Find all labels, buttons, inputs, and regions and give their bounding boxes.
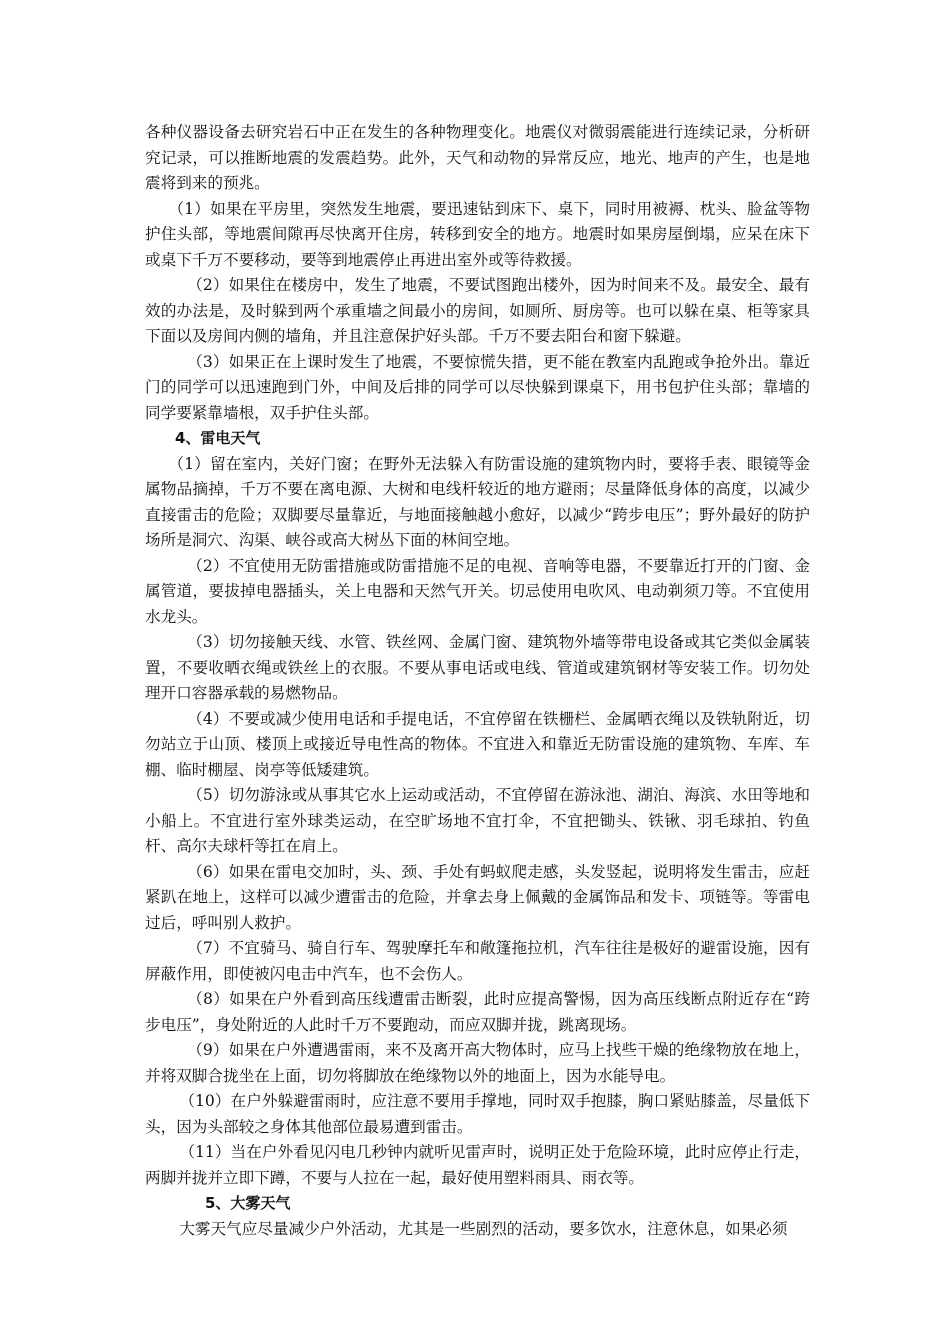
paragraph-thunder-2: （2）不宜使用无防雷措施或防雷措施不足的电视、音响等电器，不要靠近打开的门窗、金属管道，要拔掉电器插头，关上电器和天然气开关。切忌使用电吹风、电动剃须刀等。不宜使用水龙头。	[145, 556, 810, 626]
paragraph-thunder-7: （7）不宜骑马、骑自行车、驾驶摩托车和敞篷拖拉机，汽车往往是极好的避雷设施，因有屏蔽作用，即使被闪电击中汽车，也不会伤人。	[145, 939, 810, 983]
paragraph-earthquake-classroom: （3）如果正在上课时发生了地震，不要惊慌失措，更不能在教室内乱跑或争抢外出。靠近门的同学可以迅速跑到门外，中间及后排的同学可以尽快躲到课桌下，用书包护住头部；靠墙的同学要紧靠墙根，双手护住头部。	[145, 352, 810, 422]
paragraph-fog-1: 大雾天气应尽量减少户外活动，尤其是一些剧烈的活动，要多饮水，注意休息，如果必须	[179, 1219, 788, 1238]
paragraph-thunder-4: （4）不要或减少使用电话和手提电话，不宜停留在铁栅栏、金属晒衣绳以及铁轨附近，切勿站立于山顶、楼顶上或接近导电性高的物体。不宜进入和靠近无防雷设施的建筑物、车库、车棚、临时棚屋、岗亭等低矮建筑。	[145, 709, 810, 779]
paragraph-earthquake-building: （2）如果住在楼房中，发生了地震，不要试图跑出楼外，因为时间来不及。最安全、最有效的办法是，及时躲到两个承重墙之间最小的房间，如厕所、厨房等。也可以躲在桌、柜等家具下面以及房间内侧的墙角，并且注意保护好头部。千万不要去阳台和窗下躲避。	[145, 276, 810, 345]
paragraph-thunder-10: （10）在户外躲避雷雨时，应注意不要用手撑地，同时双手抱膝，胸口紧贴膝盖，尽量低下头，因为头部较之身体其他部位最易遭到雷击。	[145, 1092, 810, 1136]
paragraph-earthquake-precursors: 各种仪器设备去研究岩石中正在发生的各种物理变化。地震仪对微弱震能进行连续记录，分析研究记录，可以推断地震的发震趋势。此外，天气和动物的异常反应，地光、地声的产生，也是地震将到来的预兆。	[145, 123, 810, 192]
document-body	[145, 120, 810, 1242]
paragraph-thunder-11: （11）当在户外看见闪电几秒钟内就听见雷声时，说明正处于危险环境，此时应停止行走，两脚并拢并立即下蹲，不要与人拉在一起，最好使用塑料雨具、雨衣等。	[145, 1143, 810, 1187]
paragraph-thunder-6: （6）如果在雷电交加时，头、颈、手处有蚂蚁爬走感，头发竖起，说明将发生雷击，应赶紧趴在地上，这样可以减少遭雷击的危险，并拿去身上佩戴的金属饰品和发卡、项链等。等雷电过后，呼叫别人救护。	[145, 862, 810, 932]
section-heading-fog: 5、大雾天气	[205, 1194, 291, 1212]
paragraph-thunder-5: （5）切勿游泳或从事其它水上运动或活动，不宜停留在游泳池、湖泊、海滨、水田等地和小船上。不宜进行室外球类运动，在空旷场地不宜打伞，不宜把锄头、铁锹、羽毛球拍、钓鱼杆、高尔夫球杆等扛在肩上。	[145, 786, 810, 855]
paragraph-earthquake-bungalow: （1）如果在平房里，突然发生地震，要迅速钻到床下、桌下，同时用被褥、枕头、脸盆等物护住头部，等地震间隙再尽快离开住房，转移到安全的地方。地震时如果房屋倒塌，应呆在床下或桌下千万不要移动，要等到地震停止再进出室外或等待救援。	[145, 199, 810, 269]
section-heading-thunderstorm: 4、雷电天气	[175, 429, 261, 447]
paragraph-thunder-3: （3）切勿接触天线、水管、铁丝网、金属门窗、建筑物外墙等带电设备或其它类似金属装置，不要收晒衣绳或铁丝上的衣服。不要从事电话或电线、管道或建筑钢材等安装工作。切勿处理开口容器承载的易燃物品。	[145, 633, 810, 702]
paragraph-thunder-1: （1）留在室内，关好门窗；在野外无法躲入有防雷设施的建筑物内时，要将手表、眼镜等金属物品摘掉，千万不要在离电源、大树和电线杆较近的地方避雨；尽量降低身体的高度，以减少直接雷击的危险；双脚要尽量靠近，与地面接触越小愈好，以减少“跨步电压”；野外最好的防护场所是洞穴、沟渠、峡谷或高大树丛下面的林间空地。	[145, 454, 810, 549]
paragraph-thunder-9: （9）如果在户外遭遇雷雨，来不及离开高大物体时，应马上找些干燥的绝缘物放在地上，并将双脚合拢坐在上面，切勿将脚放在绝缘物以外的地面上，因为水能导电。	[145, 1041, 810, 1085]
paragraph-thunder-8: （8）如果在户外看到高压线遭雷击断裂，此时应提高警惕，因为高压线断点附近存在“跨步电压”，身处附近的人此时千万不要跑动，而应双脚并拢，跳离现场。	[145, 990, 810, 1034]
